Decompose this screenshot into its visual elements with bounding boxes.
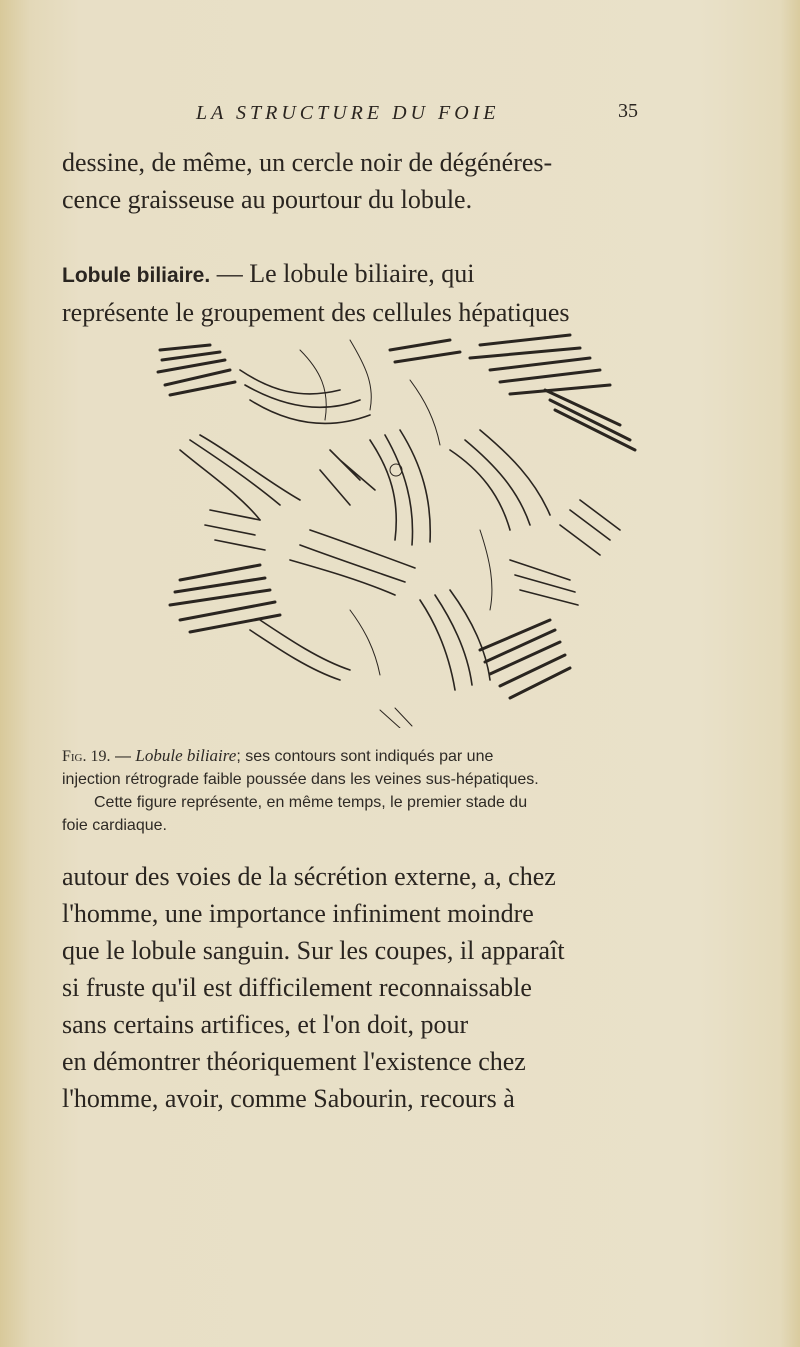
paragraph-3-line: l'homme, avoir, comme Sabourin, recours à bbox=[62, 1084, 515, 1113]
page-number: 35 bbox=[618, 100, 638, 122]
paragraph-2-line bbox=[62, 255, 732, 294]
lobule-illustration bbox=[150, 330, 650, 728]
paragraph-3-line: autour des voies de la sécrétion externe, a, chez bbox=[62, 862, 556, 891]
paragraph-3-line: que le lobule sanguin. Sur les coupes, il apparaît bbox=[62, 936, 565, 965]
running-head: LA STRUCTURE DU FOIE bbox=[196, 102, 500, 124]
caption-line: injection rétrograde faible poussée dans les veines sus-hépatiques. bbox=[62, 771, 539, 788]
paragraph-2-text: — Le lobule biliaire, qui bbox=[210, 259, 475, 288]
caption-text: ; ses contours sont indiqués par une bbox=[236, 748, 494, 765]
paragraph-3-line: l'homme, une importance infiniment moindre bbox=[62, 899, 534, 928]
paragraph-1-line: dessine, de même, un cercle noir de dégénéres- bbox=[62, 148, 553, 177]
paragraph-1 bbox=[62, 144, 732, 218]
caption-line: foie cardiaque. bbox=[62, 817, 167, 834]
figure-caption bbox=[62, 744, 752, 837]
paragraph-3 bbox=[62, 858, 732, 1117]
caption-line: Fig. 19. — Lobule biliaire; ses contours sont indiqués par une bbox=[62, 746, 494, 765]
figure-title: Lobule biliaire bbox=[135, 746, 237, 765]
paragraph-3-line: si fruste qu'il est difficilement reconnaissable bbox=[62, 973, 532, 1002]
paragraph-1-line: cence graisseuse au pourtour du lobule. bbox=[62, 185, 473, 214]
paragraph-2 bbox=[62, 255, 732, 331]
section-heading: Lobule biliaire. bbox=[62, 264, 211, 287]
paragraph-3-line: sans certains artifices, et l'on doit, pour bbox=[62, 1010, 469, 1039]
paragraph-3-line: en démontrer théoriquement l'existence chez bbox=[62, 1047, 526, 1076]
caption-line: Cette figure représente, en même temps, le premier stade du bbox=[94, 794, 528, 811]
paragraph-2-line: représente le groupement des cellules hépatiques bbox=[62, 298, 570, 327]
figure-label: Fig. 19. bbox=[62, 748, 111, 765]
